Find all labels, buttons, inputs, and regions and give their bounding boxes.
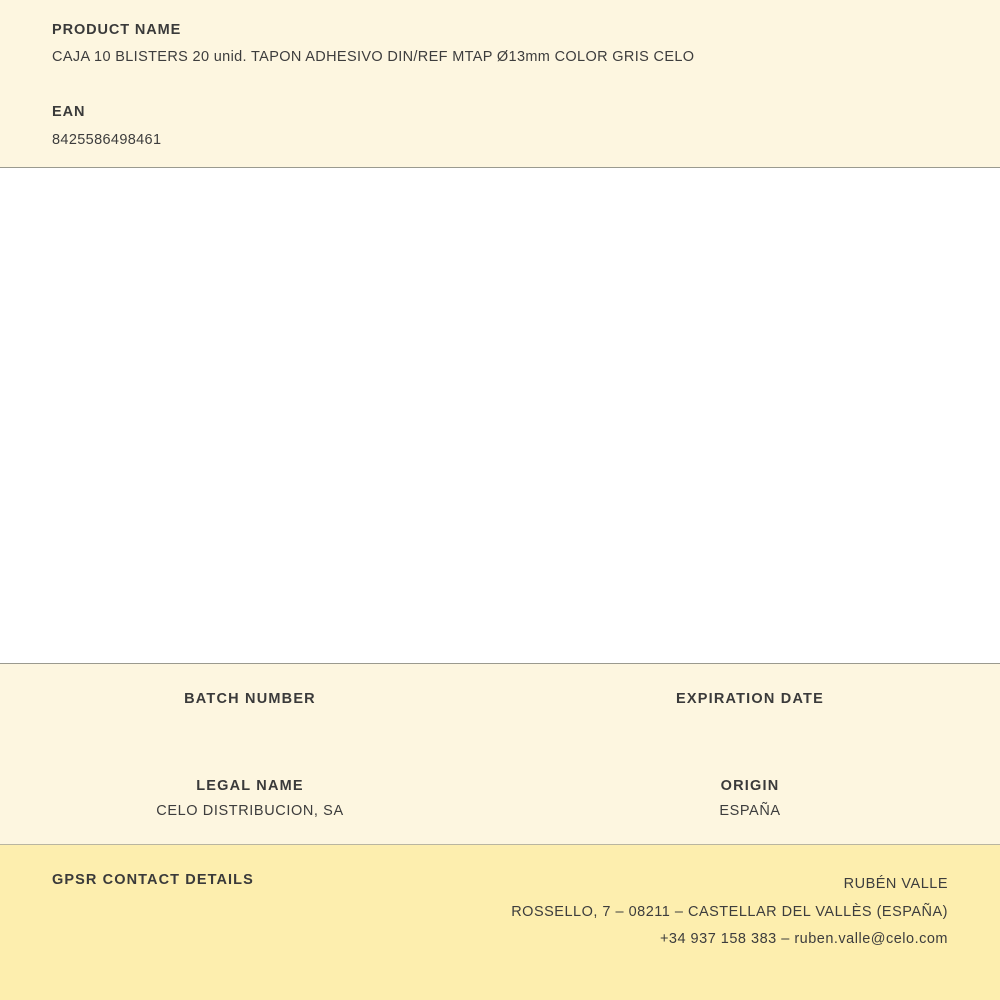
product-name-value: CAJA 10 BLISTERS 20 unid. TAPON ADHESIVO DIN/REF MTAP Ø13mm COLOR GRIS CELO — [52, 49, 695, 66]
batch-number-field — [0, 690, 500, 715]
expiration-date-field — [500, 690, 1000, 715]
ean-field — [52, 104, 950, 149]
origin-field — [500, 777, 1000, 820]
legal-name-field — [0, 777, 500, 820]
legal-name-label: LEGAL NAME — [196, 777, 304, 794]
gpsr-contact-name: RUBÉN VALLE — [843, 876, 948, 892]
origin-label: ORIGIN — [720, 777, 780, 794]
gpsr-contact-details — [511, 871, 948, 954]
gpsr-contact-phone-email: +34 937 158 383 – ruben.valle@celo.com — [659, 931, 948, 948]
gpsr-contact-address: ROSSELLO, 7 – 08211 – CASTELLAR DEL VALLÈS (ESPAÑA) — [511, 903, 948, 920]
batch-expiration-row — [0, 690, 1000, 715]
batch-number-label: BATCH NUMBER — [184, 690, 316, 707]
product-name-field — [52, 22, 950, 67]
gpsr-contact-block — [0, 845, 1000, 1000]
expiration-date-label: EXPIRATION DATE — [676, 690, 824, 707]
ean-value: 8425586498461 — [52, 131, 162, 148]
legal-origin-row — [0, 777, 1000, 820]
legal-name-value: CELO DISTRIBUCION, SA — [156, 802, 344, 819]
origin-value: ESPAÑA — [719, 802, 781, 819]
ean-label: EAN — [52, 104, 86, 121]
gpsr-title: GPSR CONTACT DETAILS — [52, 872, 254, 888]
product-info-block — [0, 0, 1000, 168]
product-name-label: PRODUCT NAME — [52, 22, 182, 38]
product-details-block — [0, 664, 1000, 845]
product-image-area — [0, 168, 1000, 663]
